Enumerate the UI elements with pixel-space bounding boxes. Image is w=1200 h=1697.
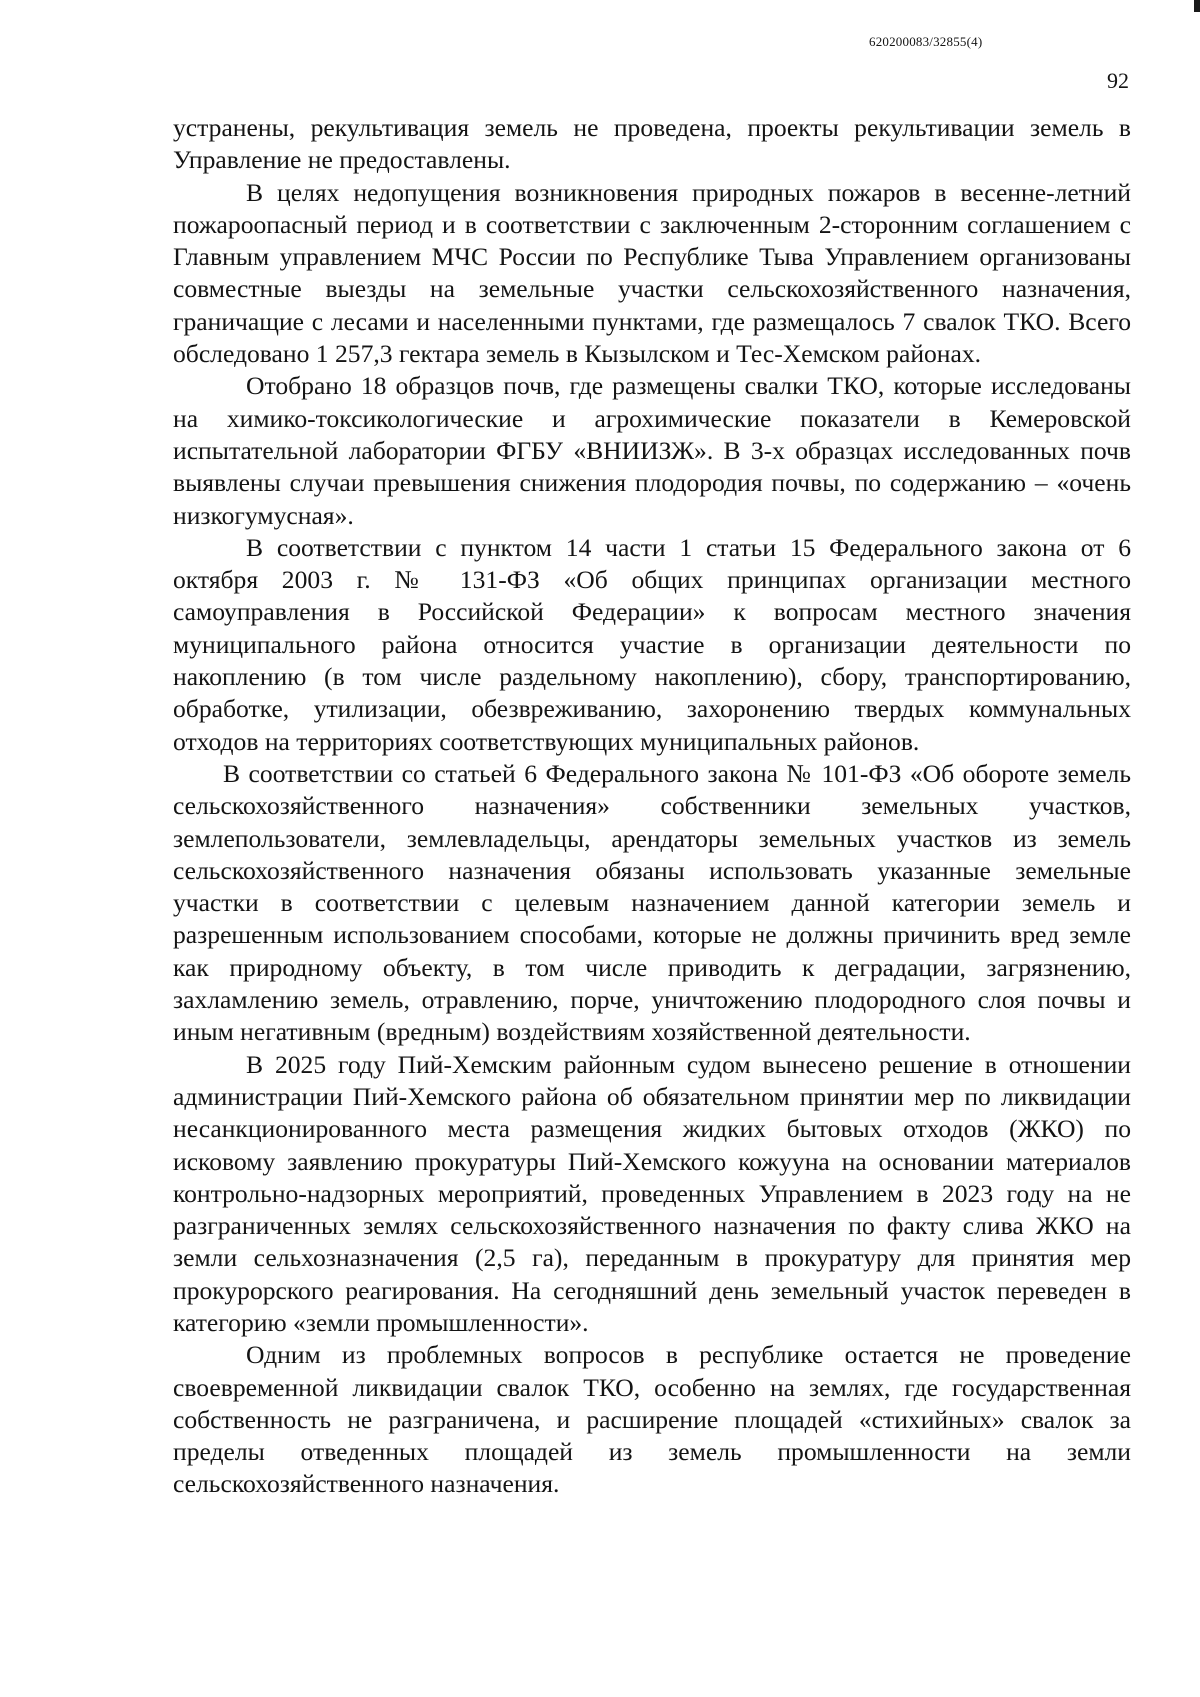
document-id: 620200083/32855(4)	[869, 34, 983, 49]
paragraph-continuation: устранены, рекультивация земель не проведена, проекты рекультивации земель в Управление не предоставлены.	[173, 113, 1131, 175]
paragraph-federal-law-131: В соответствии с пунктом 14 части 1 статьи 15 Федерального закона от 6 октября 2003 г. № 131-ФЗ «Об общих принципах организации местного самоуправления в Российской Федерации» к вопросам местного значения муниципального района относится участие в организации деятельности по накоплению (в том числе раздельному накоплению), сбору, транспортированию, обработке, утилизации, обезвреживанию, захоронению твердых коммунальных отходов на территориях соответствующих муниципальных районов.	[173, 532, 1131, 756]
paragraph-problem-issues: Одним из проблемных вопросов в республике остается не проведение своевременной ликвидации свалок ТКО, особенно на землях, где государственная собственность не разграничена, и расширение площадей «стихийных» свалок за пределы отведенных площадей из земель промышленности на земли сельскохозяйственного назначения.	[173, 1340, 1131, 1499]
scan-edge-mark	[1194, 0, 1200, 12]
paragraph-fire-prevention: В целях недопущения возникновения природных пожаров в весенне-летний пожароопасный период и в соответствии с заключенным 2-сторонним соглашением с Главным управлением МЧС России по Республике Тыва Управлением организованы совместные выезды на земельные участки сельскохозяйственного назначения, граничащие с лесами и населенными пунктами, где размещалось 7 свалок ТКО. Всего обследовано 1 257,3 гектара земель в Кызылском и Тес-Хемском районах.	[173, 177, 1131, 369]
paragraph-soil-samples: Отобрано 18 образцов почв, где размещены свалки ТКО, которые исследованы на химико-токсикологические и агрохимические показатели в Кемеровской испытательной лаборатории ФГБУ «ВНИИЗЖ». В 3-х образцах исследованных почв выявлены случаи превышения снижения плодородия почвы, по содержанию – «очень низкогумусная».	[173, 371, 1131, 530]
page-number: 92	[1107, 68, 1129, 93]
paragraph-court-decision: В 2025 году Пий-Хемским районным судом вынесено решение в отношении администрации Пий-Хемского района об обязательном принятии мер по ликвидации несанкционированного места размещения жидких бытовых отходов (ЖКО) по исковому заявлению прокуратуры Пий-Хемского кожууна на основании материалов контрольно-надзорных мероприятий, проведенных Управлением в 2023 году на не разграниченных землях сельскохозяйственного назначения по факту слива ЖКО на земли сельхозназначения (2,5 га), переданным в прокуратуру для принятия мер прокурорского реагирования. На сегодняшний день земельный участок переведен в категорию «земли промышленности».	[173, 1049, 1131, 1337]
paragraph-federal-law-101: В соответствии со статьей 6 Федерального закона № 101-ФЗ «Об обороте земель сельскохозяйственного назначения» собственники земельных участков, землепользователи, землевладельцы, арендаторы земельных участков из земель сельскохозяйственного назначения обязаны использовать указанные земельные участки в соответствии с целевым назначением данной категории земель и разрешенным использованием способами, которые не должны причинить вред земле как природному объекту, в том числе приводить к деградации, загрязнению, захламлению земель, отравлению, порче, уничтожению плодородного слоя почвы и иным негативным (вредным) воздействиям хозяйственной деятельности.	[173, 758, 1131, 1047]
document-body	[173, 112, 1131, 1501]
